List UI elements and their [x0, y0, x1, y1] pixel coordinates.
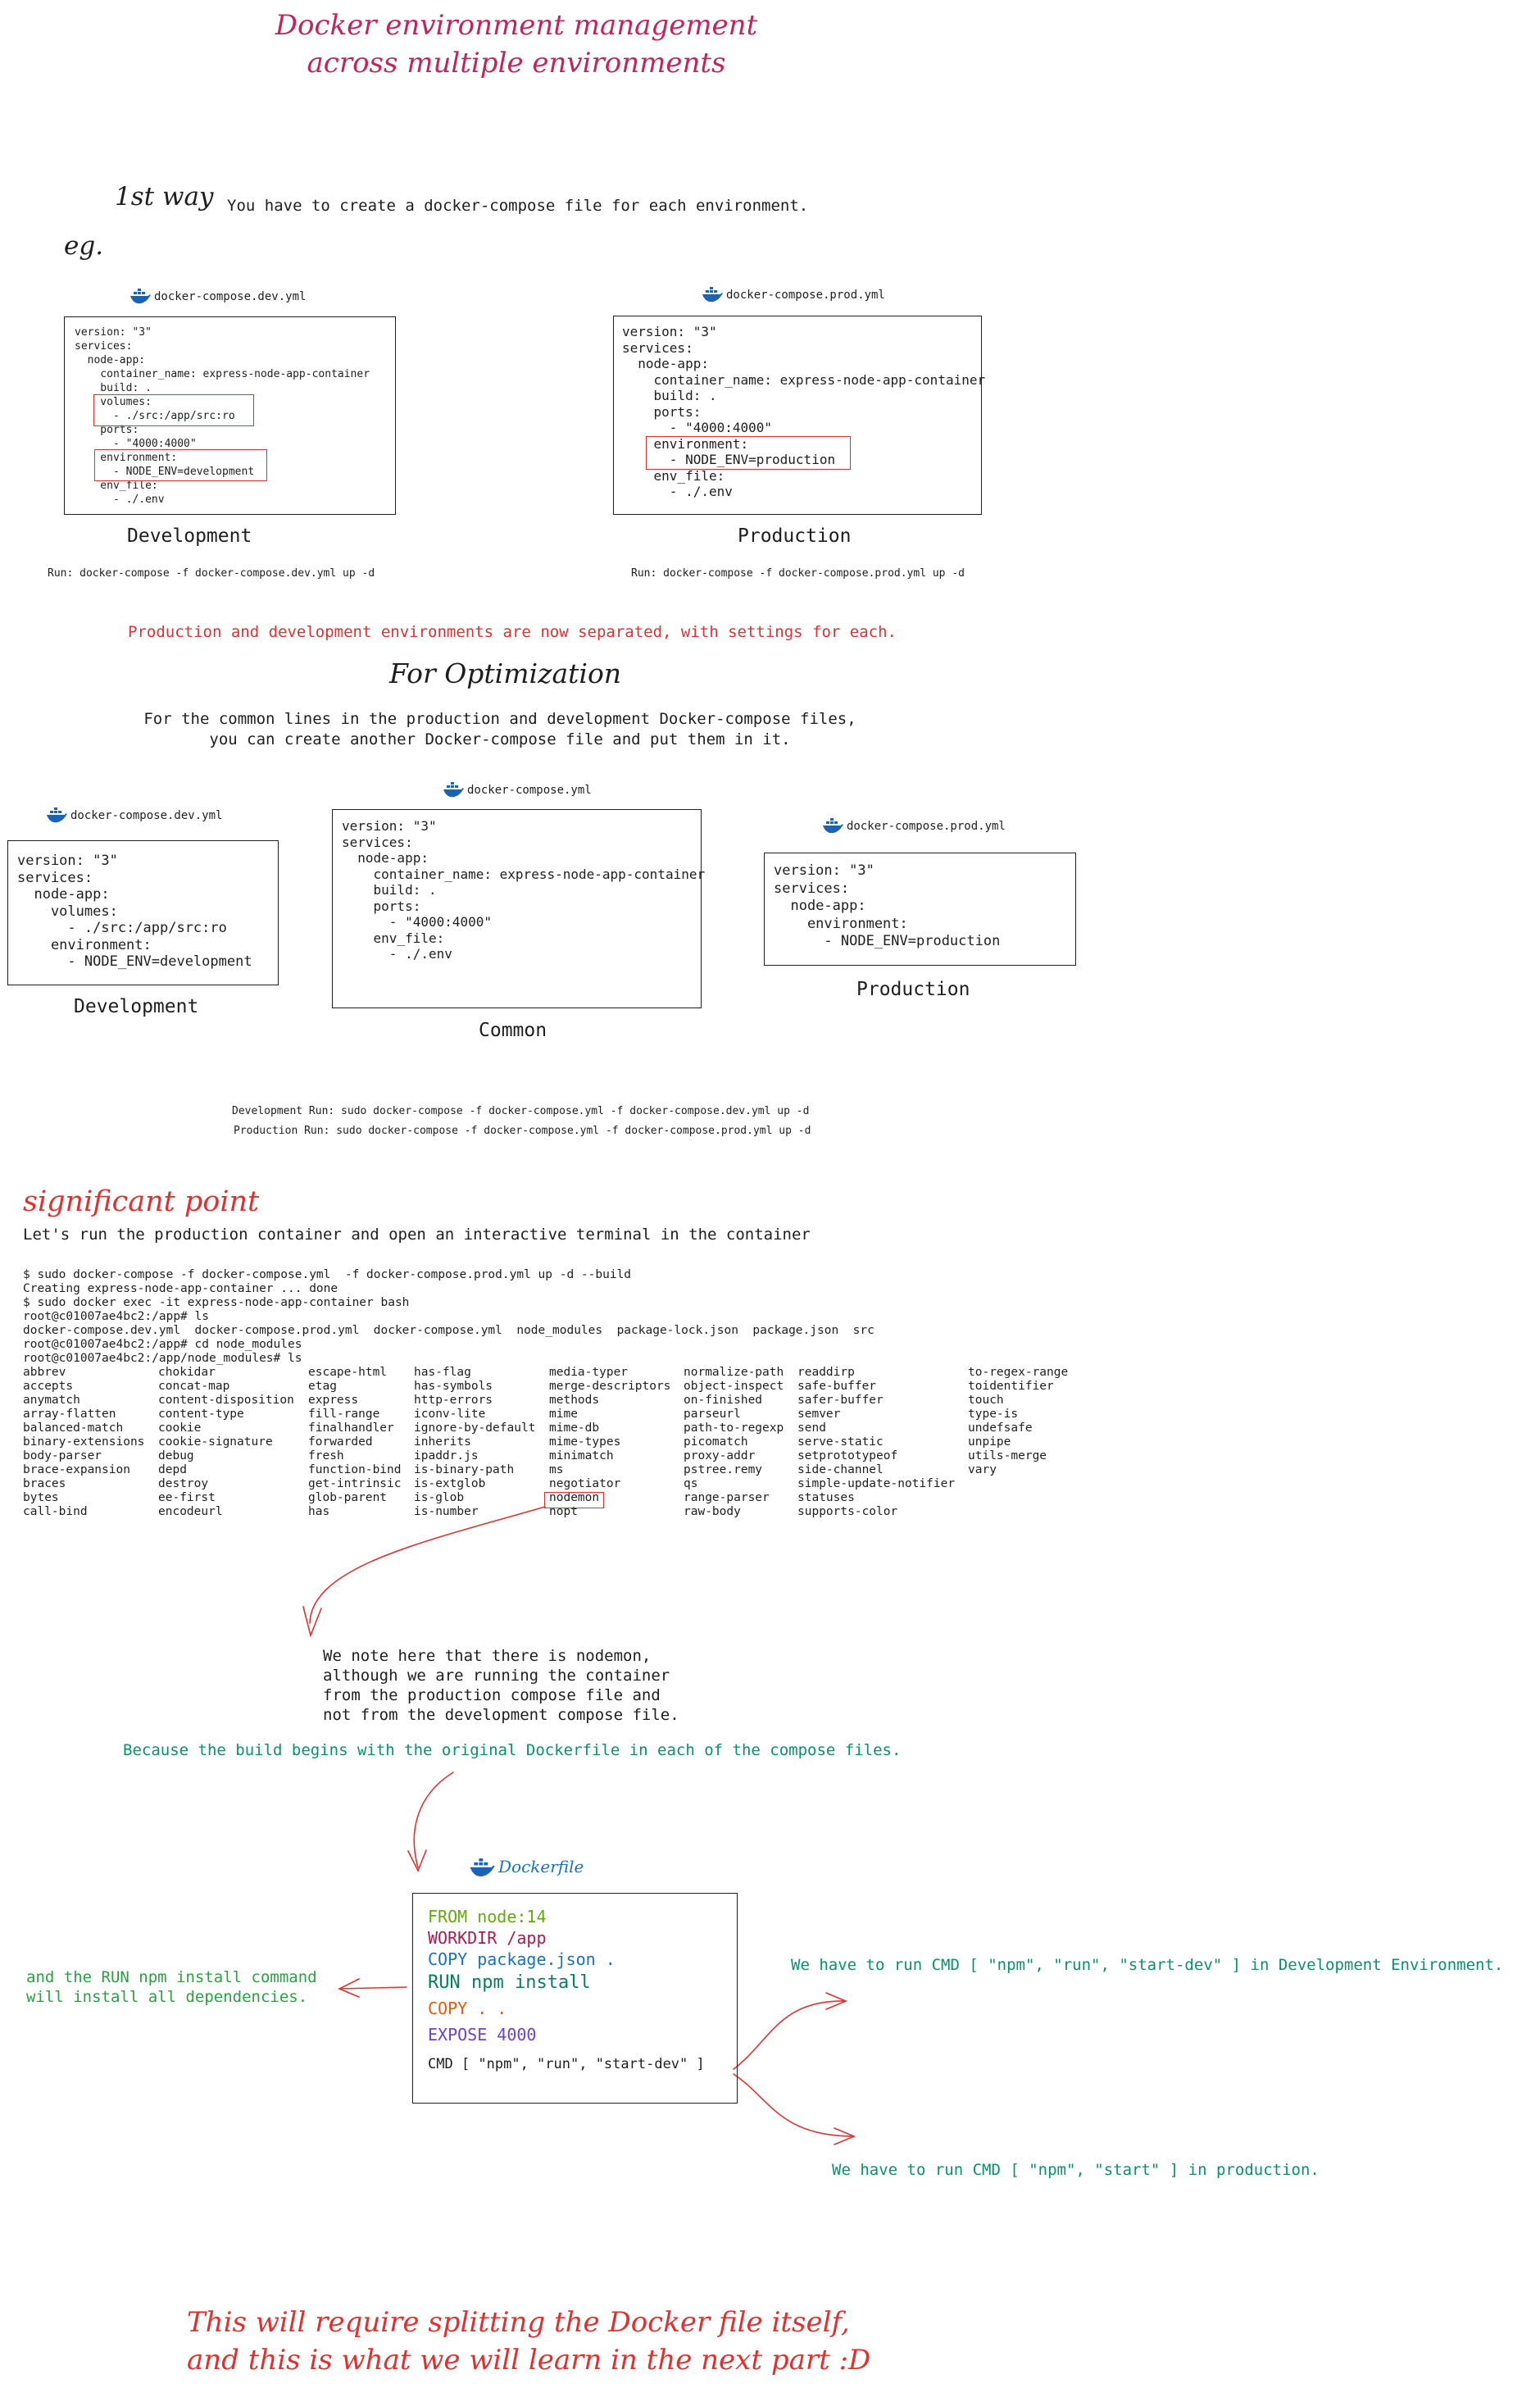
code-line: environment:	[622, 435, 749, 452]
dockerfile-line: COPY package.json .	[428, 1949, 616, 1969]
code-line: - "4000:4000"	[75, 438, 197, 450]
code-line: container_name: express-node-app-container	[622, 371, 986, 388]
ls-entry: forwarded	[308, 1435, 373, 1449]
eg-label: eg.	[64, 231, 104, 261]
dockerfile-line: CMD [ "npm", "run", "start-dev" ]	[428, 2056, 705, 2072]
ls-entry: escape-html	[308, 1366, 388, 1379]
code-line: node-app:	[774, 898, 866, 914]
code-line: volumes:	[75, 396, 152, 408]
separation-note: Production and development environments are now separated, with settings for each.	[128, 623, 897, 641]
ls-entry: normalize-path	[684, 1366, 784, 1379]
ls-entry: get-intrinsic	[308, 1477, 402, 1490]
opt-prod-run-command: Production Run: sudo docker-compose -f docker-compose.yml -f docker-compose.prod.yml up -d	[234, 1125, 811, 1137]
significant-heading: significant point	[23, 1185, 260, 1218]
optimization-heading: For Optimization	[389, 657, 622, 689]
code-line: env_file:	[342, 930, 445, 946]
because-arrow-head	[408, 1850, 426, 1871]
ls-entry: qs	[684, 1477, 698, 1490]
optimization-desc-line-2: you can create another Docker-compose file and put them in it.	[209, 730, 791, 748]
ls-entry: destroy	[158, 1477, 209, 1490]
ls-entry: safer-buffer	[797, 1394, 884, 1407]
nodemon-arrow	[310, 1507, 545, 1623]
ls-entry: ipaddr.js	[414, 1449, 479, 1462]
code-line: version: "3"	[622, 324, 717, 339]
significant-intro: Let's run the production container and open an interactive terminal in the container	[23, 1226, 811, 1244]
terminal-line: Creating express-node-app-container ... done	[23, 1282, 338, 1295]
dockerfile-line: RUN npm install	[428, 1972, 591, 1993]
ls-entry: nopt	[549, 1505, 578, 1518]
ls-entry: mime	[549, 1408, 578, 1421]
prod-cmd-note: We have to run CMD [ "npm", "start" ] in production.	[832, 2161, 1320, 2179]
ls-entry: etag	[308, 1380, 337, 1393]
ls-entry: body-parser	[23, 1449, 102, 1462]
first-way-label: 1st way	[115, 182, 214, 212]
code-line: - ./src:/app/src:ro	[17, 920, 227, 936]
ls-entry: chokidar	[158, 1366, 216, 1379]
code-line: - ./.env	[342, 946, 452, 962]
dockerfile-box	[412, 1893, 738, 2104]
ls-entry: parseurl	[684, 1408, 741, 1421]
dockerfile-line: COPY . .	[428, 1999, 507, 2018]
code-line: - "4000:4000"	[622, 420, 773, 435]
ls-entry: abbrev	[23, 1366, 66, 1379]
npm-note-line-1: and the RUN npm install command	[26, 1968, 317, 1986]
ls-entry: setprototypeof	[797, 1449, 898, 1462]
ls-entry: vary	[968, 1463, 997, 1476]
ls-entry: ms	[549, 1463, 564, 1476]
code-line: services:	[774, 880, 850, 897]
note-line: from the production compose file and	[323, 1686, 661, 1704]
dockerfile-label	[469, 1857, 584, 1878]
ls-entry: ee-first	[158, 1491, 216, 1504]
ls-entry: serve-static	[797, 1435, 884, 1449]
ls-entry: express	[308, 1394, 359, 1407]
code-line: - ./.env	[75, 494, 165, 506]
ls-entry: finalhandler	[308, 1421, 394, 1435]
code-line: node-app:	[17, 886, 110, 903]
ls-entry: debug	[158, 1449, 194, 1462]
dev-run-command: Run: docker-compose -f docker-compose.dev.yml up -d	[48, 567, 375, 580]
ls-entry: semver	[797, 1408, 841, 1421]
ls-entry: proxy-addr	[684, 1449, 756, 1462]
ls-entry: send	[797, 1421, 826, 1435]
footer-note	[187, 2304, 870, 2379]
ls-entry: fill-range	[308, 1408, 380, 1421]
ls-entry: supports-color	[797, 1505, 898, 1518]
ls-entry: path-to-regexp	[684, 1421, 784, 1435]
ls-entry: toidentifier	[968, 1380, 1054, 1393]
ls-entry: simple-update-notifier	[797, 1477, 956, 1490]
terminal-line: root@c01007ae4bc2:/app# ls	[23, 1310, 209, 1323]
code-line: env_file:	[622, 467, 725, 484]
ls-entry: on-finished	[684, 1394, 763, 1407]
code-line: services:	[342, 834, 413, 850]
code-line: volumes:	[17, 903, 118, 920]
code-line: ports:	[622, 403, 702, 420]
ls-entry: ignore-by-default	[414, 1421, 536, 1435]
ls-entry: unpipe	[968, 1435, 1011, 1449]
because-arrow	[414, 1772, 453, 1867]
ls-entry: picomatch	[684, 1435, 748, 1449]
dockerfile-name: Dockerfile	[498, 1857, 584, 1876]
optimization-desc-line-1: For the common lines in the production and development Docker-compose files,	[143, 710, 856, 728]
title-line-2: across multiple environments	[307, 47, 726, 80]
ls-entry: accepts	[23, 1380, 74, 1393]
dev-file-name: docker-compose.dev.yml	[154, 290, 307, 303]
note-line: not from the development compose file.	[323, 1706, 679, 1724]
ls-entry: raw-body	[684, 1505, 741, 1518]
code-line: - "4000:4000"	[342, 914, 493, 930]
dockerfile-line: WORKDIR /app	[428, 1928, 547, 1948]
code-line: version: "3"	[75, 326, 152, 339]
ls-entry: encodeurl	[158, 1505, 223, 1518]
code-line: node-app:	[342, 850, 429, 866]
ls-entry: range-parser	[684, 1491, 770, 1504]
because-note: Because the build begins with the original Dockerfile in each of the compose files.	[123, 1741, 902, 1759]
dockerfile-line: EXPOSE 4000	[428, 2025, 537, 2045]
common-file-name: docker-compose.yml	[467, 784, 592, 797]
terminal-line: docker-compose.dev.yml docker-compose.prod.yml docker-compose.yml node_modules package-lock.json package.json src	[23, 1324, 874, 1337]
prod-file-name: docker-compose.prod.yml	[726, 289, 885, 302]
code-line: build: .	[622, 388, 717, 403]
ls-entry: balanced-match	[23, 1421, 124, 1435]
npm-note-line-2: will install all dependencies.	[26, 1988, 308, 2006]
prod-caption: Production	[738, 525, 852, 547]
ls-entry: mime-db	[549, 1421, 600, 1435]
ls-entry: utils-merge	[968, 1449, 1047, 1462]
ls-entry: safe-buffer	[797, 1380, 877, 1393]
dev-caption: Development	[127, 525, 252, 547]
footer-line-1: This will require splitting the Docker file itself,	[187, 2306, 850, 2339]
ls-entry: content-type	[158, 1408, 244, 1421]
ls-entry: bytes	[23, 1491, 59, 1504]
dev-cmd-note: We have to run CMD [ "npm", "run", "start-dev" ] in Development Environment.	[791, 1956, 1504, 1974]
ls-entry: has-flag	[414, 1366, 471, 1379]
ls-entry: anymatch	[23, 1394, 80, 1407]
ls-entry: type-is	[968, 1408, 1019, 1421]
code-line: - ./src:/app/src:ro	[75, 410, 235, 422]
opt-dev-caption: Development	[74, 996, 199, 1017]
code-line: services:	[622, 339, 693, 356]
ls-entry: media-typer	[549, 1366, 629, 1379]
note-line: We note here that there is nodemon,	[323, 1647, 652, 1665]
ls-entry: nodemon	[549, 1491, 600, 1504]
ls-entry: minimatch	[549, 1449, 614, 1462]
terminal-line: root@c01007ae4bc2:/app# cd node_modules	[23, 1338, 302, 1351]
ls-entry: braces	[23, 1477, 66, 1490]
ls-entry: glob-parent	[308, 1491, 388, 1504]
ls-entry: array-flatten	[23, 1408, 116, 1421]
code-line: ports:	[342, 898, 421, 914]
run-npm-arrow	[339, 1987, 407, 1989]
code-line: ports:	[75, 424, 139, 436]
ls-entry: http-errors	[414, 1394, 493, 1407]
code-line: version: "3"	[17, 853, 118, 869]
cmd-prod-arrow	[734, 2074, 852, 2136]
opt-prod-file-name: docker-compose.prod.yml	[847, 820, 1006, 833]
code-line: node-app:	[622, 356, 709, 371]
code-line: version: "3"	[774, 862, 874, 879]
terminal-line: root@c01007ae4bc2:/app/node_modules# ls	[23, 1352, 302, 1365]
code-line: services:	[17, 869, 93, 886]
ls-entry: merge-descriptors	[549, 1380, 671, 1393]
cmd-dev-arrow	[734, 2001, 844, 2069]
ls-entry: mime-types	[549, 1435, 621, 1449]
code-line: container_name: express-node-app-container	[342, 866, 706, 882]
code-line: - NODE_ENV=production	[774, 933, 1001, 949]
ls-entry: concat-map	[158, 1380, 230, 1393]
nodemon-note	[323, 1646, 679, 1725]
ls-entry: undefsafe	[968, 1421, 1033, 1435]
ls-entry: content-disposition	[158, 1394, 294, 1407]
ls-entry: inherits	[414, 1435, 471, 1449]
ls-entry: has	[308, 1505, 330, 1518]
code-line: environment:	[774, 915, 908, 932]
first-way-text: You have to create a docker-compose file for each environment.	[227, 197, 809, 215]
ls-entry: to-regex-range	[968, 1366, 1069, 1379]
opt-dev-run-command: Development Run: sudo docker-compose -f docker-compose.yml -f docker-compose.dev.yml up -d	[232, 1105, 810, 1117]
terminal-line: $ sudo docker-compose -f docker-compose.yml -f docker-compose.prod.yml up -d --build	[23, 1268, 632, 1281]
ls-entry: cookie-signature	[158, 1435, 273, 1449]
code-line: environment:	[75, 452, 178, 464]
ls-entry: cookie	[158, 1421, 202, 1435]
code-line: build: .	[342, 882, 437, 898]
code-line: - NODE_ENV=development	[17, 953, 252, 970]
opt-dev-file-name: docker-compose.dev.yml	[70, 809, 223, 822]
code-line: env_file:	[75, 480, 158, 492]
ls-entry: methods	[549, 1394, 600, 1407]
code-line: container_name: express-node-app-container	[75, 368, 370, 380]
title-line-1: Docker environment management	[275, 9, 758, 42]
ls-entry: pstree.remy	[684, 1463, 763, 1476]
ls-entry: is-extglob	[414, 1477, 486, 1490]
ls-entry: side-channel	[797, 1463, 884, 1476]
docker-icon	[469, 1858, 495, 1878]
ls-entry: readdirp	[797, 1366, 855, 1379]
ls-entry: object-inspect	[684, 1380, 784, 1393]
opt-prod-caption: Production	[856, 979, 970, 1000]
opt-common-caption: Common	[479, 1020, 547, 1041]
code-line: - ./.env	[622, 484, 733, 499]
code-line: environment:	[17, 936, 152, 953]
code-line: node-app:	[75, 354, 146, 366]
code-line: build: .	[75, 382, 152, 394]
ls-entry: binary-extensions	[23, 1435, 145, 1449]
ls-entry: depd	[158, 1463, 187, 1476]
footer-line-2: and this is what we will learn in the next part :D	[187, 2344, 871, 2377]
note-line: although we are running the container	[323, 1667, 670, 1685]
ls-entry: statuses	[797, 1491, 855, 1504]
npm-install-note	[26, 1967, 317, 2007]
terminal-line: $ sudo docker exec -it express-node-app-container bash	[23, 1296, 410, 1309]
ls-entry: negotiator	[549, 1477, 621, 1490]
ls-entry: brace-expansion	[23, 1463, 130, 1476]
ls-entry: is-glob	[414, 1491, 465, 1504]
ls-entry: touch	[968, 1394, 1004, 1407]
prod-run-command: Run: docker-compose -f docker-compose.prod.yml up -d	[631, 567, 965, 580]
ls-entry: has-symbols	[414, 1380, 493, 1393]
ls-entry: iconv-lite	[414, 1408, 486, 1421]
dockerfile-line: FROM node:14	[428, 1907, 547, 1926]
ls-entry: fresh	[308, 1449, 344, 1462]
ls-entry: function-bind	[308, 1463, 402, 1476]
ls-entry: is-number	[414, 1505, 479, 1518]
ls-entry: call-bind	[23, 1505, 88, 1518]
code-line: - NODE_ENV=development	[75, 466, 255, 478]
ls-entry: is-binary-path	[414, 1463, 515, 1476]
code-line: - NODE_ENV=production	[622, 452, 836, 467]
code-line: services:	[75, 340, 133, 353]
code-line: version: "3"	[342, 818, 437, 834]
